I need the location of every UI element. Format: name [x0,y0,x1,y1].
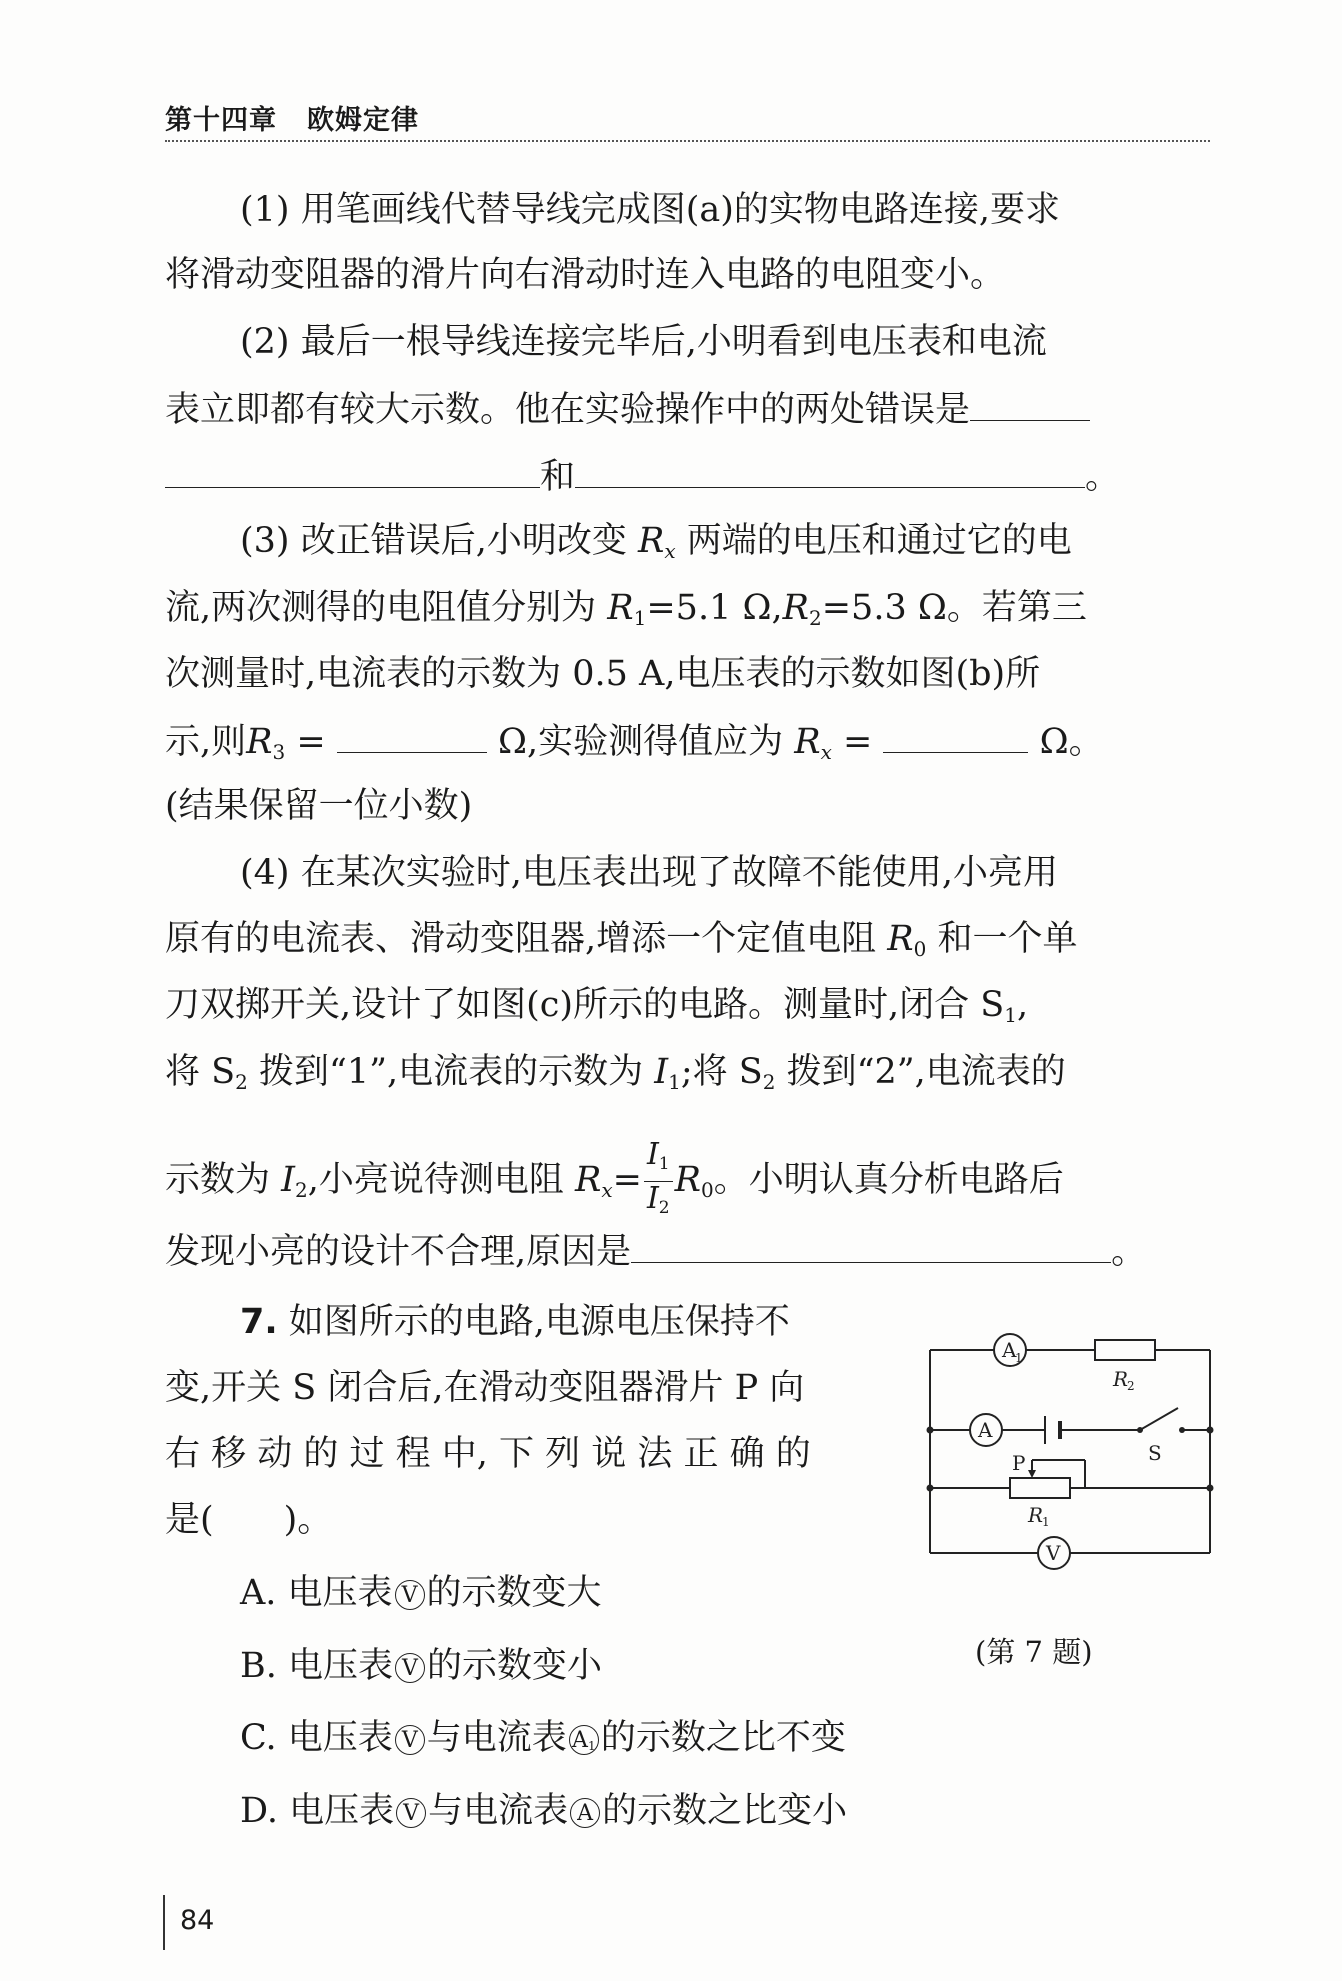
text-span: = [285,722,337,762]
text-span: 发现小亮的设计不合理,原因是 [165,1232,632,1272]
q6-part4-line6 [165,1228,1146,1274]
q7-line2: 变,开关 S 闭合后,在滑动变阻器滑片 P 向 [165,1368,805,1408]
and-word: 和 [540,457,576,497]
q7-option-d[interactable] [240,1789,847,1833]
text-span: Ω,实验测得值应为 [486,722,795,762]
text-span: 拨到“1”,电流表的示数为 [247,1052,655,1092]
text-span: Ω。 [1028,722,1104,762]
a1-sub: 1 [1015,1351,1023,1365]
sub-2: 2 [294,1178,308,1202]
fraction-numerator [644,1138,673,1182]
text-span: = [831,722,884,762]
q6-part3-line1 [240,519,1072,573]
period: 。 [1111,1232,1147,1272]
fraction-denominator [644,1182,673,1225]
var-R: R [887,919,914,959]
q6-part2-line2 [165,386,1090,432]
page-number-bar [163,1895,165,1950]
r1-sub: 1 [1042,1515,1050,1529]
q7-option-c[interactable] [240,1716,846,1760]
chapter-number: 第十四章 [165,105,277,136]
switch-pivot [1137,1427,1143,1433]
var-R: R [607,588,634,628]
sub-1: 1 [658,1154,670,1174]
q7-circuit-diagram [920,1310,1220,1580]
var-R: R [637,521,665,561]
q6-part3-line5: (结果保留一位小数) [165,786,473,826]
chapter-title: 欧姆定律 [307,105,419,136]
sub-3: 3 [272,740,286,764]
a1-letter: A [1002,1338,1017,1362]
text-span: D. 电压表 [240,1791,395,1831]
answer-blank-error1a[interactable] [970,386,1090,421]
period: 。 [1085,457,1121,497]
r2-resistor [1095,1340,1155,1360]
sub-0: 0 [913,937,927,961]
junction-dot [1207,1427,1214,1434]
text-span: C. 电压表 [240,1718,393,1758]
var-I: I [646,1181,659,1216]
q6-part3-line3: 次测量时,电流表的示数为 0.5 A,电压表的示数如图(b)所 [165,654,1041,694]
sub-1: 1 [1004,1003,1018,1027]
voltmeter-symbol: V [395,1653,425,1683]
sub-0: 0 [700,1178,714,1202]
switch-s-blade [1140,1408,1178,1430]
text-span: 示数为 [165,1160,282,1200]
var-R: R [674,1160,701,1200]
var-I: I [281,1160,295,1200]
text-span: =5.1 Ω, [646,588,783,628]
sub-2: 2 [808,606,822,630]
text-span: 与电流表 [426,1718,567,1758]
text-span: 将 S [165,1052,236,1092]
a-letter: A [978,1418,993,1442]
q7-option-a[interactable] [240,1571,602,1615]
q6-part4-line4 [165,1050,1066,1104]
text-span: ;将 S [680,1052,763,1092]
text-span: 两端的电压和通过它的电 [675,521,1072,561]
answer-blank-R3[interactable] [337,718,487,753]
text-span: 的示数之比变小 [602,1791,848,1831]
ammeter-letter: A [572,1728,588,1753]
text-span: 的示数之比不变 [600,1718,846,1758]
q6-part1-line2: 将滑动变阻器的滑片向右滑动时连入电路的电阻变小。 [165,255,1006,295]
text-span: B. 电压表 [240,1646,393,1686]
q6-part2-line3 [165,453,1120,499]
q6-part2-line1: (2) 最后一根导线连接完毕后,小明看到电压表和电流 [240,322,1047,362]
text-span: 如图所示的电路,电源电压保持不 [277,1302,790,1342]
junction-dot [927,1427,934,1434]
q6-part2-text: 表立即都有较大示数。他在实验操作中的两处错误是 [165,390,971,430]
text-span: 示,则 [165,722,247,762]
sub-x: x [820,740,832,764]
text-span: 的示数变大 [426,1573,602,1613]
text-span: 的示数变小 [426,1646,602,1686]
sub-x: x [601,1178,613,1202]
voltmeter-symbol: V [395,1725,425,1755]
slider-label: P [1012,1451,1026,1475]
slider-p-arrowhead [1028,1470,1036,1478]
sub-2: 2 [235,1070,248,1094]
ammeter-a1-symbol [569,1725,599,1755]
text-span: 原有的电流表、滑动变阻器,增添一个定值电阻 [165,919,888,959]
voltmeter-symbol: V [396,1798,426,1828]
q7-option-b[interactable] [240,1644,602,1688]
sub-1: 1 [668,1070,681,1094]
figure-caption: (第 7 题) [975,1635,1093,1669]
q6-part4-line5 [165,1138,1064,1225]
var-I: I [646,1137,659,1172]
sub-1: 1 [633,606,647,630]
text-span: A. 电压表 [240,1573,393,1613]
var-R: R [782,588,809,628]
answer-blank-reason[interactable] [631,1228,1111,1263]
q6-part4-line3 [165,983,1028,1037]
text-span: 。小明认真分析电路后 [713,1160,1064,1200]
var-R: R [574,1160,602,1200]
var-R: R [246,722,273,762]
q7-line3: 右 移 动 的 过 程 中, 下 列 说 法 正 确 的 [165,1434,811,1474]
text-span: 流,两次测得的电阻值分别为 [165,588,608,628]
r2-sub: 2 [1127,1379,1135,1393]
sub-x: x [664,539,676,563]
q6-part4-line1: (4) 在某次实验时,电压表出现了故障不能使用,小亮用 [240,853,1058,893]
page-number: 84 [180,1905,215,1936]
junction-dot [927,1485,934,1492]
q6-part3-line2 [165,586,1087,640]
v-letter: V [1046,1541,1061,1565]
text-span: , [1017,985,1029,1025]
text-span: 拨到“2”,电流表的 [775,1052,1066,1092]
answer-blank-Rx[interactable] [883,718,1028,753]
text-span: 与电流表 [428,1791,569,1831]
answer-blank-error2[interactable] [575,453,1085,488]
answer-blank-error1b[interactable] [165,453,540,488]
ammeter-symbol: A [570,1798,600,1828]
text-span: 刀双掷开关,设计了如图(c)所示的电路。测量时,闭合 S [165,985,1005,1025]
header-divider [165,140,1210,142]
r1-rheostat [1010,1478,1070,1498]
q6-part3-line4 [165,718,1104,774]
sub-2: 2 [658,1198,670,1218]
r2-label: R [1113,1367,1129,1391]
var-R: R [794,722,821,762]
q6-part4-line2 [165,917,1078,971]
text-span: ,小亮说待测电阻 [307,1160,575,1200]
text-span: (3) 改正错误后,小明改变 [240,521,638,561]
sub-1: 1 [587,1739,596,1753]
chapter-header [165,98,419,137]
text-span: =5.3 Ω。若第三 [821,588,1087,628]
switch-label: S [1148,1441,1162,1465]
q7-line1 [240,1300,790,1344]
switch-contact [1179,1427,1185,1433]
r1-label: R [1028,1503,1044,1527]
fraction-I1-over-I2 [644,1138,673,1225]
q7-line4: 是( )。 [165,1500,333,1540]
text-span: 和一个单 [926,919,1078,959]
var-I: I [654,1052,669,1092]
voltmeter-symbol: V [395,1580,425,1610]
q6-part1-line1: (1) 用笔画线代替导线完成图(a)的实物电路连接,要求 [240,190,1061,230]
sub-2: 2 [762,1070,776,1094]
junction-dot [1207,1485,1214,1492]
text-span: = [612,1160,642,1200]
q7-number: 7. [240,1302,278,1342]
